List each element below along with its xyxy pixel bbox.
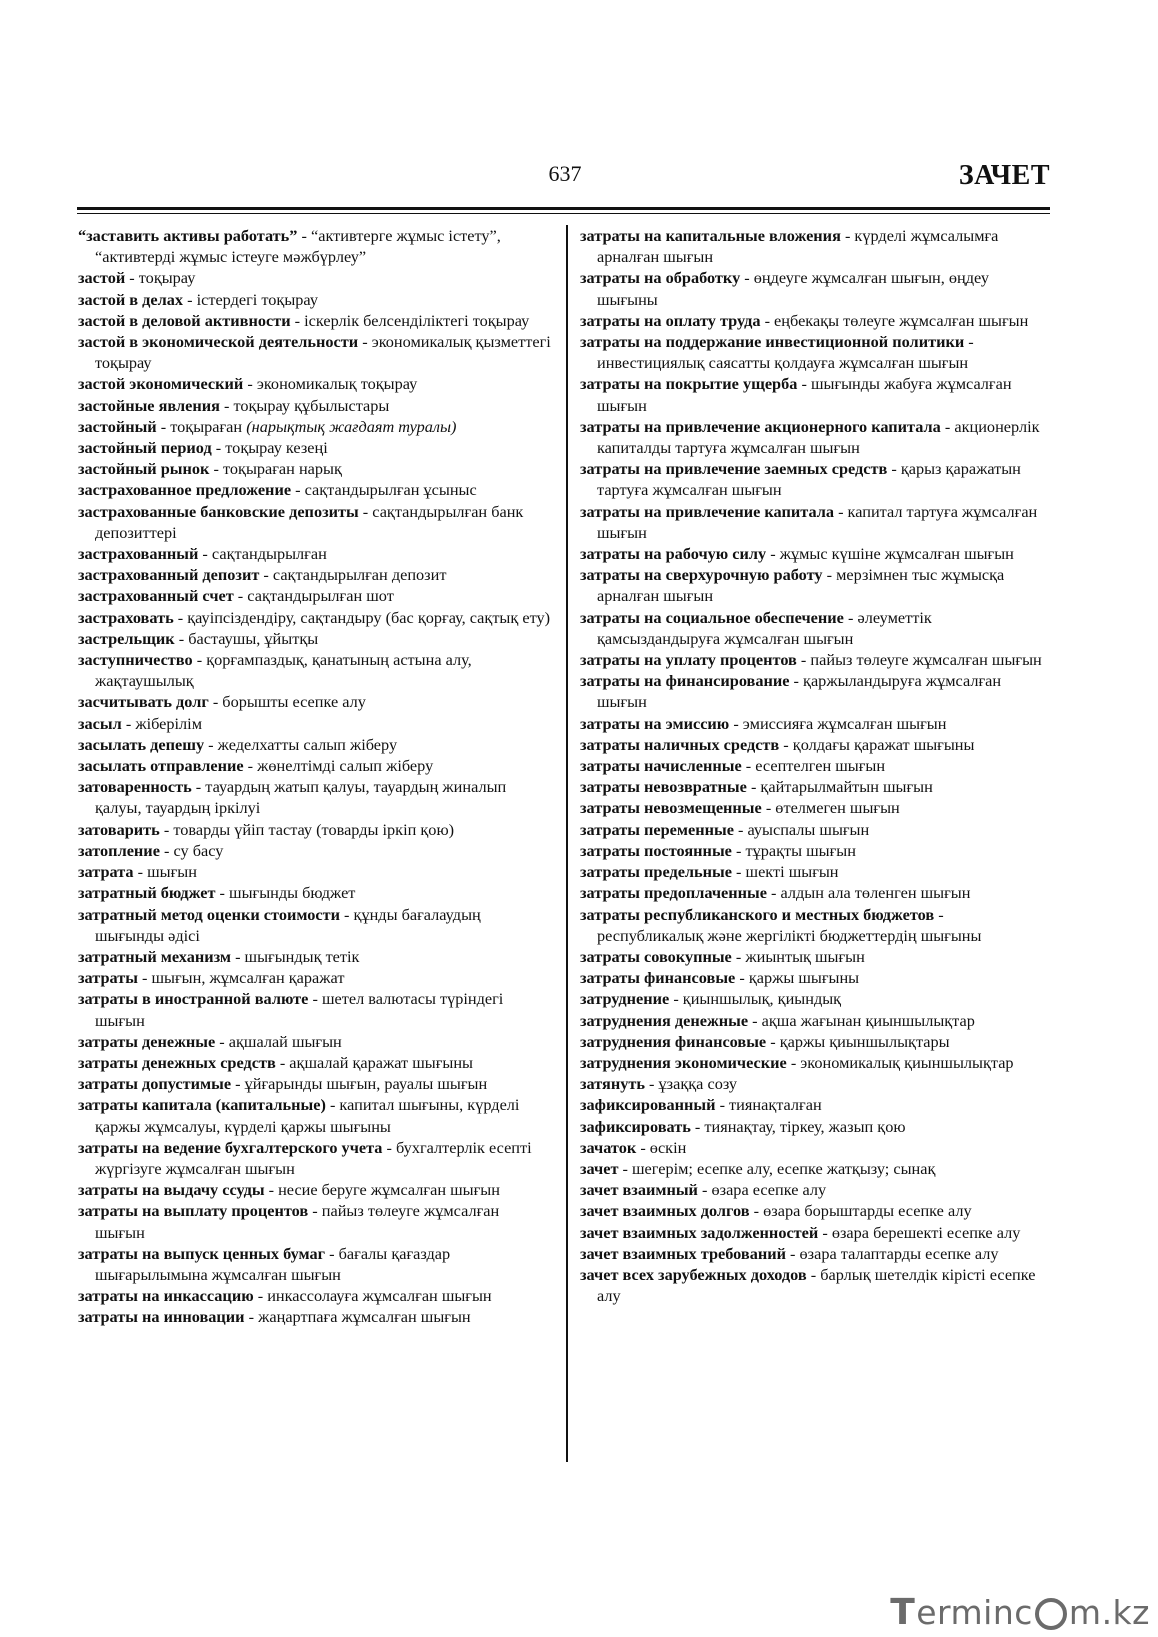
entry-term: зачаток	[580, 1137, 637, 1157]
watermark-logo	[890, 1589, 1150, 1635]
entry-term: затраты на привлечение капитала	[580, 501, 834, 521]
entry-term: затратный бюджет	[78, 883, 216, 903]
entry-definition: - қаржы қиыншылықтары	[766, 1031, 950, 1051]
entry-definition: - тоқырау кезеңі	[211, 438, 328, 458]
entry-definition: - өзара талаптарды есепке алу	[785, 1243, 999, 1263]
entry-definition: - тиянақтау, тіркеу, жазып қою	[690, 1116, 906, 1136]
watermark-circle-icon	[1035, 1598, 1067, 1630]
entry-term: застрахованное предложение	[78, 480, 292, 500]
left-column	[78, 225, 553, 1328]
entry-term: затраты допустимые	[78, 1074, 232, 1094]
entry-definition: - шегерім; есепке алу, есепке жатқызу; сынақ	[618, 1158, 936, 1178]
entry-term: застой в делах	[78, 289, 184, 309]
entry-term: затраты капитала (капитальные)	[78, 1095, 326, 1115]
dictionary-entry	[580, 797, 1050, 818]
entry-definition: - тауардың жатып қалуы, тауардың жиналып қалуы, тауардың іркілуі	[95, 777, 507, 818]
dictionary-entry	[78, 988, 553, 1030]
entry-definition: - тұрақты шығын	[731, 840, 856, 860]
dictionary-entry	[78, 776, 553, 818]
entry-definition: - есептелген шығын	[741, 756, 886, 776]
entry-definition: - ақшалай қаражат шығыны	[275, 1052, 473, 1072]
entry-definition: - бағалы қағаздар шығарылымына жұмсалған шығын	[95, 1243, 451, 1284]
dictionary-entry	[580, 416, 1050, 458]
entry-definition: - шығындық тетік	[231, 946, 360, 966]
entry-definition: - жөнелтімді салып жіберу	[243, 756, 434, 776]
entry-term: засчитывать долг	[78, 692, 209, 712]
entry-definition: - өзара берешекті есепке алу	[818, 1222, 1021, 1242]
watermark-domain: m.kz	[1068, 1592, 1150, 1632]
dictionary-entry	[580, 458, 1050, 500]
entry-definition: - жіберілім	[121, 713, 203, 733]
entry-definition: - “активтерге жұмыс істету”, “активтерді жұмыс істеуге мәжбүрлеу”	[95, 226, 501, 267]
watermark-letter-t: T	[890, 1591, 916, 1633]
entry-definition: - сақтандырылған депозит	[259, 565, 447, 585]
dictionary-entry	[78, 840, 553, 861]
entry-term: затоваренность	[78, 777, 192, 797]
dictionary-entry	[78, 1094, 553, 1136]
entry-term: затраты начисленные	[580, 756, 742, 776]
running-head: ЗАЧЕТ	[958, 160, 1050, 191]
dictionary-entry	[580, 840, 1050, 861]
dictionary-entry	[78, 628, 553, 649]
entry-term: застрахованные банковские депозиты	[78, 501, 359, 521]
entry-term: затраты наличных средств	[580, 734, 780, 754]
entry-term: заступничество	[78, 650, 193, 670]
dictionary-entry	[580, 649, 1050, 670]
header-rule-thin	[77, 213, 1050, 214]
dictionary-entry	[78, 819, 553, 840]
entry-definition: - тиянақталған	[715, 1095, 822, 1115]
dictionary-entry	[580, 607, 1050, 649]
entry-term: затраты финансовые	[580, 968, 736, 988]
entry-note: (нарықтық жағдаят туралы)	[246, 416, 457, 436]
dictionary-entry	[78, 1031, 553, 1052]
dictionary-entry	[580, 670, 1050, 712]
dictionary-entry	[78, 458, 553, 479]
dictionary-entry	[78, 331, 553, 373]
dictionary-entry	[78, 904, 553, 946]
entry-definition: - қауіпсіздендіру, сақтандыру (бас қорғау, сақтық ету)	[173, 607, 551, 627]
entry-definition: - ауыспалы шығын	[733, 819, 870, 839]
entry-definition: - шығынды жабуға жұмсалған шығын	[597, 374, 1012, 415]
entry-term: засылать отправление	[78, 756, 244, 776]
entry-definition: - ақша жағынан қиыншылықтар	[748, 1010, 975, 1030]
dictionary-entry	[580, 225, 1050, 267]
dictionary-entry	[78, 1306, 553, 1327]
dictionary-entry	[78, 437, 553, 458]
dictionary-entry	[580, 1031, 1050, 1052]
entry-definition: - несие беруге жұмсалған шығын	[264, 1180, 500, 1200]
entry-definition: - шекті шығын	[731, 862, 839, 882]
entry-definition: - тоқыраған	[156, 416, 247, 436]
entry-definition: - экономикалық қызметтегі тоқырау	[95, 332, 551, 373]
entry-term: затраты денежные	[78, 1031, 216, 1051]
entry-term: засыл	[78, 713, 122, 733]
entry-definition: - ұйғарынды шығын, рауалы шығын	[231, 1074, 488, 1094]
entry-term: затраты на обработку	[580, 268, 741, 288]
entry-term: застой	[78, 268, 126, 288]
entry-definition: - өскін	[636, 1137, 687, 1157]
entry-definition: - әлеуметтік қамсыздандыруға жұмсалған шығын	[597, 607, 932, 648]
entry-definition: - тоқырау құбылыстары	[219, 395, 390, 415]
entry-term: зачет взаимных требований	[580, 1243, 786, 1263]
entry-term: затраты на привлечение заемных средств	[580, 459, 888, 479]
dictionary-entry	[580, 967, 1050, 988]
entry-term: засылать депешу	[78, 734, 205, 754]
entry-term: затраты на рабочую силу	[580, 544, 767, 564]
entry-term: затраты невозвратные	[580, 777, 747, 797]
dictionary-entry	[580, 267, 1050, 309]
entry-definition: - инкассолауға жұмсалған шығын	[253, 1286, 492, 1306]
entry-term: затраты на выдачу ссуды	[78, 1180, 265, 1200]
entry-term: затраты невозмещенные	[580, 798, 762, 818]
entry-term: затраты на поддержание инвестиционной политики	[580, 332, 965, 352]
entry-definition: - жұмыс күшіне жұмсалған шығын	[766, 544, 1014, 564]
dictionary-entry	[580, 1158, 1050, 1179]
dictionary-entry	[580, 1243, 1050, 1264]
dictionary-entry	[580, 1264, 1050, 1306]
entry-term: затраты на финансирование	[580, 671, 790, 691]
entry-term: зачет всех зарубежных доходов	[580, 1264, 807, 1284]
dictionary-entry	[78, 755, 553, 776]
entry-term: затраты на капитальные вложения	[580, 226, 841, 245]
entry-definition: - өңдеуге жұмсалған шығын, өңдеу шығыны	[597, 268, 990, 309]
entry-definition: - сақтандырылған	[198, 544, 327, 564]
entry-term: застой в деловой активности	[78, 310, 291, 330]
entry-definition: - пайыз төлеуге жұмсалған шығын	[95, 1201, 500, 1242]
entry-term: застрахованный счет	[78, 586, 234, 606]
entry-definition: - жеделхатты салып жіберу	[204, 734, 398, 754]
entry-term: затопление	[78, 840, 160, 860]
entry-definition: - жаңартпаға жұмсалған шығын	[244, 1307, 471, 1327]
entry-definition: - өзара борыштарды есепке алу	[749, 1201, 972, 1221]
entry-definition: - мерзімнен тыс жұмысқа арналған шығын	[597, 565, 1005, 606]
entry-definition: - республикалық және жергілікті бюджеттердің шығыны	[597, 904, 982, 945]
entry-definition: - шетел валютасы түріндегі шығын	[95, 989, 504, 1030]
entry-definition: - эмиссияға жұмсалған шығын	[729, 713, 947, 733]
dictionary-entry	[580, 1094, 1050, 1115]
dictionary-entry	[78, 1179, 553, 1200]
entry-definition: - капитал тартуға жұмсалған шығын	[597, 501, 1038, 542]
entry-term: затратный механизм	[78, 946, 231, 966]
entry-term: зачет	[580, 1158, 619, 1178]
right-column	[580, 225, 1050, 1306]
entry-definition: - сақтандырылған шот	[233, 586, 394, 606]
entry-definition: - тоқыраған нарық	[209, 459, 342, 479]
entry-term: затраты	[78, 968, 138, 988]
entry-term: затруднения денежные	[580, 1010, 749, 1030]
entry-definition: - акционерлік капиталды тартуға жұмсалған шығын	[597, 416, 1040, 458]
dictionary-entry	[78, 225, 553, 267]
entry-term: застойные явления	[78, 395, 220, 415]
entry-term: “заставить активы работать”	[78, 226, 298, 245]
entry-term: затраты предоплаченные	[580, 883, 767, 903]
entry-term: застой экономический	[78, 374, 244, 394]
dictionary-entry	[580, 310, 1050, 331]
dictionary-entry	[78, 395, 553, 416]
entry-term: затраты на сверхурочную работу	[580, 565, 823, 585]
entry-term: затраты на социальное обеспечение	[580, 607, 844, 627]
dictionary-entry	[78, 543, 553, 564]
column-divider	[566, 225, 568, 1462]
dictionary-entry	[580, 1137, 1050, 1158]
entry-definition: - қаржыландыруға жұмсалған шығын	[597, 671, 1002, 712]
entry-term: затоварить	[78, 819, 160, 839]
entry-term: застрахованный	[78, 544, 199, 564]
dictionary-entry	[580, 331, 1050, 373]
entry-definition: - ұзаққа созу	[644, 1074, 738, 1094]
entry-term: затраты на уплату процентов	[580, 650, 797, 670]
entry-definition: - шығынды бюджет	[215, 883, 356, 903]
dictionary-entry	[78, 1052, 553, 1073]
entry-definition: - инвестициялық саясатты қолдауға жұмсалған шығын	[597, 332, 974, 373]
watermark-text: erminc	[916, 1592, 1033, 1632]
dictionary-entry	[580, 1200, 1050, 1221]
entry-definition: - қиыншылық, қиындық	[669, 989, 842, 1009]
entry-term: зачет взаимных долгов	[580, 1201, 750, 1221]
entry-term: затраты на эмиссию	[580, 713, 730, 733]
entry-term: застойный рынок	[78, 459, 210, 479]
entry-term: зачет взаимных задолженностей	[580, 1222, 819, 1242]
entry-term: затраты денежных средств	[78, 1052, 276, 1072]
entry-definition: - шығын, жұмсалған қаражат	[137, 968, 345, 988]
entry-term: затруднение	[580, 989, 670, 1009]
entry-definition: - бастаушы, ұйытқы	[174, 628, 319, 648]
entry-term: затраты предельные	[580, 862, 732, 882]
entry-term: затраты совокупные	[580, 946, 732, 966]
entry-definition: - пайыз төлеуге жұмсалған шығын	[796, 650, 1042, 670]
entry-definition: - құнды бағалаудың шығынды әдісі	[95, 904, 481, 945]
entry-definition: - экономикалық қиыншылықтар	[786, 1052, 1014, 1072]
entry-definition: - өзара есепке алу	[697, 1180, 827, 1200]
dictionary-entry	[78, 967, 553, 988]
dictionary-entry	[78, 1073, 553, 1094]
entry-definition: - еңбекақы төлеуге жұмсалған шығын	[760, 310, 1029, 330]
dictionary-entry	[78, 373, 553, 394]
dictionary-entry	[580, 1222, 1050, 1243]
entry-term: затраты на выплату процентов	[78, 1201, 309, 1221]
page-number: 637	[548, 161, 582, 186]
dictionary-entry	[580, 755, 1050, 776]
entry-definition: - өтелмеген шығын	[761, 798, 900, 818]
entry-term: затраты республиканского и местных бюджетов	[580, 904, 935, 924]
entry-term: затраты на инкассацию	[78, 1286, 254, 1306]
entry-definition: - іскерлік белсенділіктегі тоқырау	[290, 310, 530, 330]
dictionary-entry	[580, 1052, 1050, 1073]
dictionary-entry	[580, 1073, 1050, 1094]
entry-definition: - шығын	[133, 862, 197, 882]
header-rule-thick	[77, 207, 1050, 210]
dictionary-entry	[78, 1285, 553, 1306]
dictionary-entry	[580, 861, 1050, 882]
entry-definition: - алдын ала төленген шығын	[766, 883, 971, 903]
entry-definition: - товарды үйіп тастау (товарды іркіп қою)	[159, 819, 455, 839]
entry-definition: - бухгалтерлік есепті жүргізуге жұмсалған шығын	[95, 1137, 532, 1178]
dictionary-entry	[78, 713, 553, 734]
entry-term: застой в экономической деятельности	[78, 332, 359, 352]
entry-term: затраты на привлечение акционерного капитала	[580, 416, 941, 436]
dictionary-entry	[78, 479, 553, 500]
dictionary-entry	[580, 1010, 1050, 1031]
entry-definition: - сақтандырылған банк депозиттері	[95, 501, 524, 542]
dictionary-entry	[580, 882, 1050, 903]
entry-definition: - капитал шығыны, күрделі қаржы жұмсалуы, күрделі қаржы шығыны	[95, 1095, 520, 1136]
dictionary-entry	[78, 691, 553, 712]
entry-definition: - ақшалай шығын	[215, 1031, 342, 1051]
entry-term: зачет взаимный	[580, 1180, 698, 1200]
entry-term: застрельщик	[78, 628, 175, 648]
dictionary-entry	[78, 882, 553, 903]
entry-definition: - су басу	[159, 840, 224, 860]
dictionary-entry	[78, 861, 553, 882]
dictionary-entry	[580, 713, 1050, 734]
dictionary-entry	[580, 373, 1050, 415]
entry-term: затрата	[78, 862, 134, 882]
dictionary-entry	[78, 416, 553, 437]
dictionary-entry	[580, 564, 1050, 606]
entry-definition: - тоқырау	[125, 268, 196, 288]
entry-term: зафиксированный	[580, 1095, 716, 1115]
entry-definition: - борышты есепке алу	[208, 692, 366, 712]
entry-definition: - экономикалық тоқырау	[243, 374, 418, 394]
entry-definition: - істердегі тоқырау	[183, 289, 318, 309]
dictionary-entry	[580, 946, 1050, 967]
entry-term: застойный период	[78, 438, 212, 458]
dictionary-entry	[580, 1116, 1050, 1137]
entry-term: зафиксировать	[580, 1116, 691, 1136]
entry-term: затраты в иностранной валюте	[78, 989, 309, 1009]
dictionary-entry	[78, 289, 553, 310]
entry-term: затянуть	[580, 1074, 645, 1094]
dictionary-entry	[78, 649, 553, 691]
dictionary-entry	[78, 607, 553, 628]
dictionary-entry	[78, 1200, 553, 1242]
dictionary-entry	[78, 564, 553, 585]
entry-definition: - қайтарылмайтын шығын	[746, 777, 933, 797]
dictionary-entry	[580, 543, 1050, 564]
entry-definition: - қорғампаздық, қанатының астына алу, жақтаушылық	[95, 650, 472, 691]
entry-term: затруднения финансовые	[580, 1031, 767, 1051]
dictionary-entry	[580, 904, 1050, 946]
entry-definition: - қолдағы қаражат шығыны	[779, 734, 975, 754]
entry-definition: - барлық шетелдік кірісті есепке алу	[597, 1264, 1036, 1306]
dictionary-entry	[78, 585, 553, 606]
entry-definition: - қарыз қаражатын тартуға жұмсалған шығын	[597, 459, 1021, 500]
entry-term: затраты постоянные	[580, 840, 732, 860]
entry-term: затраты на инновации	[78, 1307, 245, 1327]
dictionary-entry	[580, 501, 1050, 543]
dictionary-entry	[78, 1243, 553, 1285]
entry-definition: - сақтандырылған ұсыныс	[291, 480, 477, 500]
dictionary-entry	[78, 734, 553, 755]
dictionary-entry	[580, 734, 1050, 755]
entry-term: затратный метод оценки стоимости	[78, 904, 340, 924]
dictionary-entry	[78, 501, 553, 543]
entry-definition: - жиынтық шығын	[731, 946, 865, 966]
dictionary-entry	[580, 819, 1050, 840]
entry-definition: - қаржы шығыны	[735, 968, 860, 988]
dictionary-entry	[78, 267, 553, 288]
dictionary-entry	[580, 988, 1050, 1009]
entry-definition: - күрделі жұмсалымға арналған шығын	[597, 226, 999, 267]
entry-term: затраты на выпуск ценных бумаг	[78, 1243, 326, 1263]
entry-term: затруднения экономические	[580, 1052, 787, 1072]
dictionary-entry	[78, 946, 553, 967]
entry-term: затраты на покрытие ущерба	[580, 374, 798, 394]
entry-term: затраты на ведение бухгалтерского учета	[78, 1137, 383, 1157]
entry-term: затраты на оплату труда	[580, 310, 761, 330]
entry-term: застраховать	[78, 607, 174, 627]
dictionary-entry	[78, 310, 553, 331]
entry-term: застойный	[78, 416, 157, 436]
dictionary-entry	[580, 776, 1050, 797]
dictionary-entry	[78, 1137, 553, 1179]
dictionary-entry	[580, 1179, 1050, 1200]
entry-term: затраты переменные	[580, 819, 734, 839]
entry-term: застрахованный депозит	[78, 565, 260, 585]
